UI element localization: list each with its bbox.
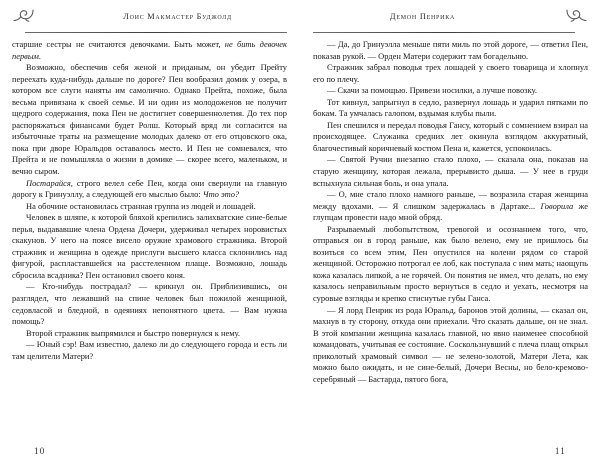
emphasis-text: Постарайся: [26, 177, 71, 188]
folio-right: [313, 438, 588, 464]
body-text: На обочине остановилась странная группа из людей и лошадей.: [26, 200, 256, 211]
folio-left: [12, 438, 287, 464]
body-paragraph: [313, 154, 588, 189]
body-text: же глупцам провести надо мной обряд.: [313, 200, 588, 223]
body-paragraph: [313, 120, 588, 155]
folio-number: 10: [34, 446, 46, 456]
body-paragraph: [313, 189, 588, 224]
body-paragraph: [12, 178, 287, 201]
body-text: Возможно, обеспечив себя женой и приданым, он убедит Прейту переехать куда-нибудь дальше по дороге? Пен вообразил домик у озера, в котором все слуги наняты им самолично. Однако Прейта, похоже, была весьма привязана к своей семье. И ни один из молодоженов не получит щедрого содержания, пока Пен не достигнет совершеннолетия. До тех пор распоряжаться финансами будет Ролш. Который вряд ли согласится на избыточные траты на размещение молодых далеко от его отцовского ока, пока при дворе Юральдов оставалось место. И Пен не сомневался, что Прейта и не помышляла о жизни в домике — скорее всего, маленьком, и вечно сыром.: [12, 62, 287, 177]
page-body-left: [12, 33, 287, 438]
emphasis-text: Говорила: [540, 200, 574, 211]
body-text: — Юный сэр! Вам известно, далеко ли до следующего города и есть ли там целители Матери?: [12, 339, 287, 361]
flourish-ornament-icon: [558, 7, 588, 27]
body-text: — Я лорд Пенрик из рода Юральд, баронов этой долины, — сказал он, махнув в ту сторону, откуда они приехали. Что сказать дальше, он не знал. В этой компании женщина казалась главной, но явно наименее способной командовать, учитывая ее состояние. Соскользнувший с плеча плащ открыл приколотый храмовый символ — не зелено-золотой, Матери Лета, как можно было ожидать, и не сине-белый, Дочери Весны, но бело-кремово-серебряный — Бастарда, пятого бога,: [313, 304, 588, 384]
body-paragraph: [12, 39, 287, 62]
running-head-left: [12, 7, 287, 33]
flourish-ornament-icon: [12, 7, 42, 27]
folio-number: 11: [554, 446, 566, 456]
body-text: старшие сестры не считаются девочками. Быть может,: [12, 39, 225, 49]
body-text: — Кто-нибудь пострадал? — крикнул он. Приблизившись, он разглядел, что лежавший на спине человек был пожилой женщиной, седовласой и бледной, в одеяниях непонятного цвета. — Вам нужна помощь?: [12, 281, 287, 327]
emphasis-text: Что это?: [202, 189, 240, 200]
body-paragraph: [313, 85, 588, 97]
body-paragraph: [12, 62, 287, 177]
body-text: — Да, до Гринуэлла меньше пяти миль по этой дороге, — ответил Пен, показав рукой. — Орден Матери содержит там богадельню.: [313, 39, 588, 61]
body-text: Стражник забрал поводья трех лошадей у своего товарища и хлопнул его по плечу.: [313, 62, 588, 84]
page-body-right: [313, 33, 588, 438]
body-text: Второй стражник выпрямился и быстро повернулся к нему.: [26, 327, 241, 338]
body-text: — О, мне стало плохо намного раньше, — возразила старая женщина между вдохами. — Я слишком задержалась в Дартаке...: [313, 189, 588, 211]
body-text: Человек в шляпе, к которой бляхой крепились залихватские сине-белые перья, выдававшие члена Ордена Дочери, удерживал четырех норовистых скакунов. У него на поясе висело оружие храмового стражника. Второй стражник и женщина в одежде прислуги высшего класса склонились над фигурой, распластавшейся на расстеленном плаще. Возможно, лошадь сбросила всадника? Пен остановил своего коня.: [12, 212, 287, 280]
body-paragraph: [12, 212, 287, 281]
emphasis-text: не бить девочек первым.: [12, 39, 287, 61]
body-text: — Святой Ручии внезапно стало плохо, — сказала она, показав на старую женщину, которая лежала, прерывисто дыша. — У нее в груди вспыхнула сильная боль, и она упала.: [313, 154, 588, 188]
body-paragraph: [12, 281, 287, 327]
body-paragraph: [313, 224, 588, 305]
body-paragraph: [12, 328, 287, 340]
body-paragraph: [12, 201, 287, 213]
page-right: [300, 0, 600, 464]
body-text: — Скачи за помощью. Привези носилки, а лучше повозку.: [327, 85, 537, 96]
running-head-rule: [313, 32, 575, 33]
body-paragraph: [313, 62, 588, 85]
body-text: Разрываемый любопытством, тревогой и осознанием того, что, отправься он в город раньше, как было велено, ему не пришлось бы возиться со всем этим, Пен опустился на колени рядом со старой женщиной. Осторожно потрогал ее лоб, как поступала с ним мать; наощупь кожа казалась липкой, а не горячей. Он понятия не имел, что делать, но ему казалось неправильным просто вернуться в седло и уехать, несмотря на суровые взгляды и крепко стиснутые губы Ганса.: [313, 223, 588, 304]
running-head-right: [313, 7, 588, 33]
running-head-rule: [25, 32, 287, 33]
running-head-title: Демон Пенрика: [389, 11, 456, 21]
body-text: Пен спешился и передал поводья Гансу, который с сомнением взирал на происходящее. Служанка средних лет окинула взглядом аккуратный, благочестивый коричневый костюм Пена и, кажется, успокоилась.: [313, 119, 588, 153]
body-paragraph: [313, 97, 588, 120]
body-text: , строго велел себе Пен, когда они свернули на главную дорогу к Гринуэллу, а следующей его мыслью было:: [12, 177, 287, 200]
body-paragraph: [12, 339, 287, 362]
body-text: Тот кивнул, запрыгнул в седло, развернул лошадь и ударил пятками по бокам. Та умчалась галопом, вздымая клубы пыли.: [313, 96, 588, 119]
running-head-title: Лоис Макмастер Буджолд: [123, 11, 232, 21]
body-paragraph: [313, 39, 588, 62]
body-paragraph: [313, 305, 588, 386]
